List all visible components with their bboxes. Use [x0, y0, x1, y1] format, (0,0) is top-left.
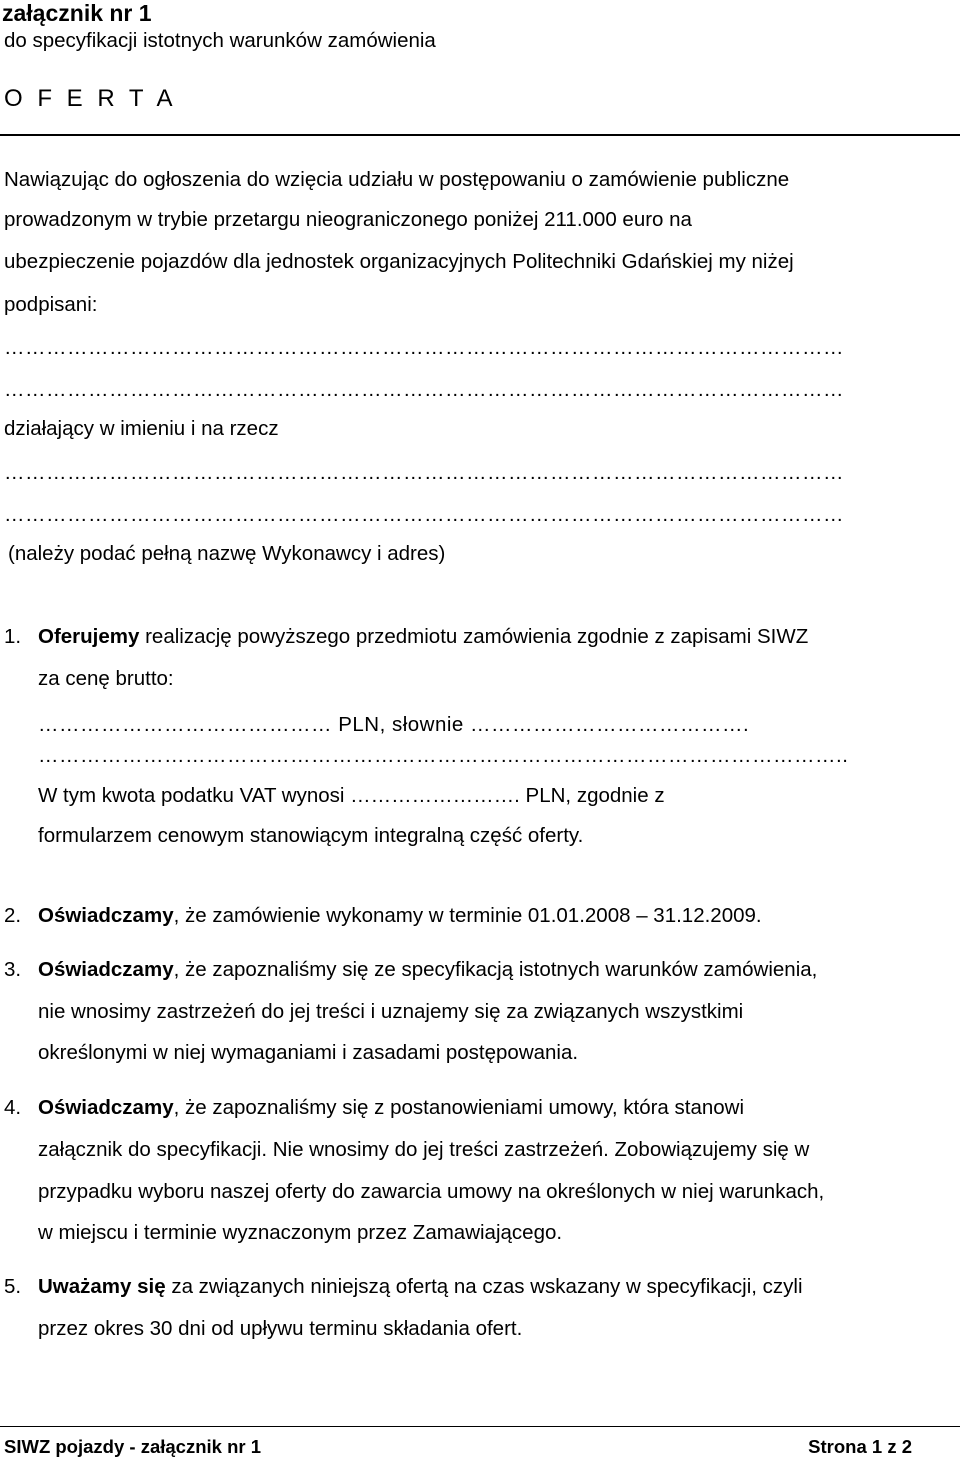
item-2-lead: Oświadczamy	[38, 904, 174, 927]
offer-heading: O F E R T A	[4, 85, 177, 112]
attachment-subtitle: do specyfikacji istotnych warunków zamówienia	[4, 29, 436, 52]
item-4-text-1: , że zapoznaliśmy się z postanowieniami umowy, która stanowi	[173, 1096, 745, 1119]
item-1-number: 1.	[4, 625, 22, 648]
footer-rule	[0, 1426, 960, 1427]
item-5-number: 5.	[4, 1275, 22, 1298]
item-3-line-1	[38, 958, 817, 982]
item-1-text-1: realizację powyższego przedmiotu zamówienia zgodnie z zapisami SIWZ	[139, 625, 809, 648]
vat-line: W tym kwota podatku VAT wynosi ……………………. PLN, zgodnie z	[38, 784, 665, 807]
item-4-line-1	[38, 1096, 744, 1120]
price-dots: …………………………………… PLN, słownie ………………………………….	[38, 713, 750, 736]
item-4-line-3: przypadku wyboru naszej oferty do zawarcia umowy na określonych w niej warunkach,	[38, 1180, 825, 1203]
item-2-text-1: , że zamówienie wykonamy w terminie 01.01.2008 – 31.12.2009.	[173, 904, 762, 927]
item-2-number: 2.	[4, 904, 22, 927]
item-5-line-1	[38, 1275, 803, 1299]
signatory-dots-2: …………………………………………………………………………………………………………	[4, 378, 844, 401]
intro-line-2: prowadzonym w trybie przetargu nieograniczonego poniżej 211.000 euro na	[4, 208, 692, 231]
item-4-line-4: w miejscu i terminie wyznaczonym przez Zamawiającego.	[38, 1221, 563, 1244]
contractor-dots-1: …………………………………………………………………………………………………………	[4, 461, 844, 484]
item-4-number: 4.	[4, 1096, 22, 1119]
acting-label: działający w imieniu i na rzecz	[4, 417, 279, 440]
footer-page-number: Strona 1 z 2	[808, 1436, 912, 1457]
item-1-lead: Oferujemy	[38, 625, 140, 648]
item-5-text-1: za związanych niniejszą ofertą na czas wskazany w specyfikacji, czyli	[165, 1275, 803, 1298]
contractor-dots-2: …………………………………………………………………………………………………………	[4, 503, 844, 526]
item-3-number: 3.	[4, 958, 22, 981]
item-3-lead: Oświadczamy	[38, 958, 174, 981]
item-4-lead: Oświadczamy	[38, 1096, 174, 1119]
item-1-line-2: za cenę brutto:	[38, 667, 174, 690]
signatory-dots-1: …………………………………………………………………………………………………………	[4, 336, 844, 359]
item-3-text-1: , że zapoznaliśmy się ze specyfikacją istotnych warunków zamówienia,	[173, 958, 818, 981]
intro-line-4: podpisani:	[4, 293, 98, 316]
intro-line-1: Nawiązując do ogłoszenia do wzięcia udziału w postępowaniu o zamówienie publiczne	[4, 168, 790, 191]
item-3-line-3: określonymi w niej wymaganiami i zasadami postępowania.	[38, 1041, 579, 1064]
header-rule	[0, 134, 960, 136]
item-5-lead: Uważamy się	[38, 1275, 166, 1298]
item-1-line-1	[38, 625, 808, 649]
price-words-dots: ……………………………………………………………………………………………………..	[38, 744, 849, 767]
item-3-line-2: nie wnosimy zastrzeżeń do jej treści i uznajemy się za związanych wszystkimi	[38, 1000, 744, 1023]
attachment-title: załącznik nr 1	[2, 0, 152, 26]
intro-line-3: ubezpieczenie pojazdów dla jednostek organizacyjnych Politechniki Gdańskiej my niżej	[4, 250, 794, 273]
item-4-line-2: załącznik do specyfikacji. Nie wnosimy do jej treści zastrzeżeń. Zobowiązujemy się w	[38, 1138, 810, 1161]
item-5-line-2: przez okres 30 dni od upływu terminu składania ofert.	[38, 1317, 523, 1340]
item-2-line-1	[38, 904, 762, 928]
contractor-note: (należy podać pełną nazwę Wykonawcy i adres)	[8, 542, 446, 565]
footer-document-label: SIWZ pojazdy - załącznik nr 1	[4, 1436, 261, 1457]
price-form-line: formularzem cenowym stanowiącym integralną część oferty.	[38, 824, 584, 847]
